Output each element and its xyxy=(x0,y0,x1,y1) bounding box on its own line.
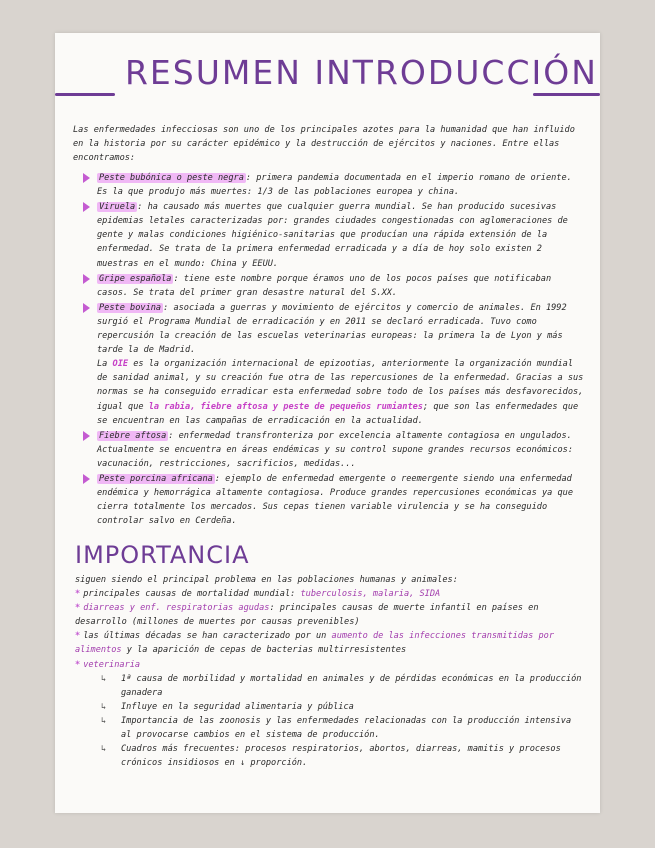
section-title-importance: IMPORTANCIA xyxy=(75,541,250,569)
list-item xyxy=(77,272,585,300)
bullet-arrow-icon xyxy=(83,202,90,212)
list-item xyxy=(77,472,585,528)
importance-lead: siguen siendo el principal problema en las poblaciones humanas y animales: xyxy=(75,575,458,585)
bullet-arrow-icon xyxy=(83,431,90,441)
list-item xyxy=(77,200,585,270)
disease-description: : primera pandemia documentada en el imperio romano de oriente. Es la que produjo más muertes: 1/3 de las poblaciones europea y china. xyxy=(97,173,572,198)
sub-arrow-icon: ↳ xyxy=(101,715,107,726)
importance-subpoint: ↳ Cuadros más frecuentes: procesos respiratorios, abortos, diarreas, mamitis y procesos crónicos insidiosos en ↓ proporción. xyxy=(101,744,561,769)
bullet-arrow-icon xyxy=(83,303,90,313)
importance-point: * diarreas y enf. respiratorias agudas: principales causas de muerte infantil en países en desarrollo (millones de muertes por causas prevenibles) xyxy=(75,603,539,628)
disease-term: Viruela xyxy=(99,202,136,213)
diseases-highlight: la rabia, fiebre aftosa y peste de pequeños rumiantes xyxy=(148,401,423,412)
bullet-arrow-icon xyxy=(83,274,90,284)
bullet-star-icon: * xyxy=(75,659,81,670)
title-rule-left xyxy=(55,93,115,96)
bullet-arrow-icon xyxy=(83,474,90,484)
disease-description: : enfermedad transfronteriza por excelencia altamente contagiosa en ungulados. Actualmente se encuentra en áreas endémicas y su control supone grandes recursos económicos: vacunación, restricciones, sacrificios, medidas... xyxy=(97,430,573,469)
bullet-arrow-icon xyxy=(83,173,90,183)
sub-arrow-icon: ↳ xyxy=(101,744,107,755)
disease-term: Fiebre aftosa xyxy=(99,430,167,441)
bullet-star-icon: * xyxy=(75,603,81,614)
disease-term: Peste porcina africana xyxy=(99,473,213,484)
intro-paragraph: Las enfermedades infecciosas son uno de los principales azotes para la humanidad que han influido en la historia por su carácter epidémico y la destrucción de ejércitos y naciones. Entre ellas encontramos: xyxy=(73,125,575,164)
disease-term: Peste bubónica o peste negra xyxy=(99,173,244,183)
importance-subpoint: ↳ Importancia de las zoonosis y las enfermedades relacionadas con la producción intensiva al provocarse cambios en el sistema de producción. xyxy=(101,715,572,741)
oie-highlight: OIE xyxy=(112,359,129,370)
list-item xyxy=(77,429,585,471)
disease-term: Peste bovina xyxy=(99,302,162,313)
disease-description: : tiene este nombre porque éramos uno de los pocos países que notificaban casos. Se trata del primer gran desastre natural del S.XX. xyxy=(97,273,552,298)
page-title: RESUMEN INTRODUCCIÓN xyxy=(125,53,598,92)
disease-term: Gripe española xyxy=(99,273,172,284)
disease-list xyxy=(77,171,585,529)
list-item xyxy=(77,301,585,428)
bullet-star-icon: * xyxy=(75,631,81,642)
sub-arrow-icon: ↳ xyxy=(101,673,107,684)
disease-description: : asociada a guerras y movimiento de ejércitos y comercio de animales. En 1992 surgió el Programa Mundial de erradicación y en 2011 se declaró erradicada. Tuvo como repercusión la creación de las escuelas veterinarias europeas: la primera la de Lyon y más tarde la de Madrid. xyxy=(97,302,567,356)
disease-description: : ha causado más muertes que cualquier guerra mundial. Se han producido sucesivas epidemias letales caracterizadas por: grandes ciudades congestionadas con aglomeraciones de gente y malas condiciones higiénico-sanitarias que producían una rápida extensión de la enfermedad. Se trata de la primera enfermedad erradicada y a día de hoy solo existen 2 muestras en el mundo: China y EEUU. xyxy=(97,202,568,269)
title-rule-right xyxy=(533,93,600,96)
importance-point: * principales causas de mortalidad mundial: tuberculosis, malaria, SIDA xyxy=(75,589,441,600)
importance-point: * veterinaria xyxy=(75,659,141,670)
oie-paragraph: La OIE es la organización internacional de epizootias, anteriormente la organización mundial de sanidad animal, y su creación fue otra de las repercusiones de la enfermedad. Gracias a sus normas se ha conseguido erradicar esta enfermedad sobre todo de los países más desfavorecidos, igual que la rabia, fiebre aftosa y peste de pequeños rumiantes; que son las enfermedades que se encuentran en las campañas de erradicación en la actualidad. xyxy=(97,359,584,426)
title-row xyxy=(55,53,600,109)
bullet-star-icon: * xyxy=(75,589,81,600)
importance-subpoint: ↳ 1ª causa de morbilidad y mortalidad en animales y de pérdidas económicas en la producción ganadera xyxy=(101,673,582,698)
sub-arrow-icon: ↳ xyxy=(101,701,107,712)
list-item xyxy=(77,171,585,199)
importance-subpoint: ↳ Influye en la seguridad alimentaria y pública xyxy=(75,700,585,714)
disease-description: : ejemplo de enfermedad emergente o reemergente siendo una enfermedad endémica y hemorrágica altamente contagiosa. Produce grandes repercusiones económicas ya que cierra totalmente los mercados. Sus cepas tienen variable virulencia y se ha conseguido controlar salvo en Cerdeña. xyxy=(97,473,573,527)
importance-point: * las últimas décadas se han caracterizado por un aumento de las infecciones transmitidas por alimentos y la aparición de cepas de bacterias multirresistentes xyxy=(75,631,555,656)
notebook-page xyxy=(55,33,600,813)
importance-block xyxy=(75,573,585,770)
